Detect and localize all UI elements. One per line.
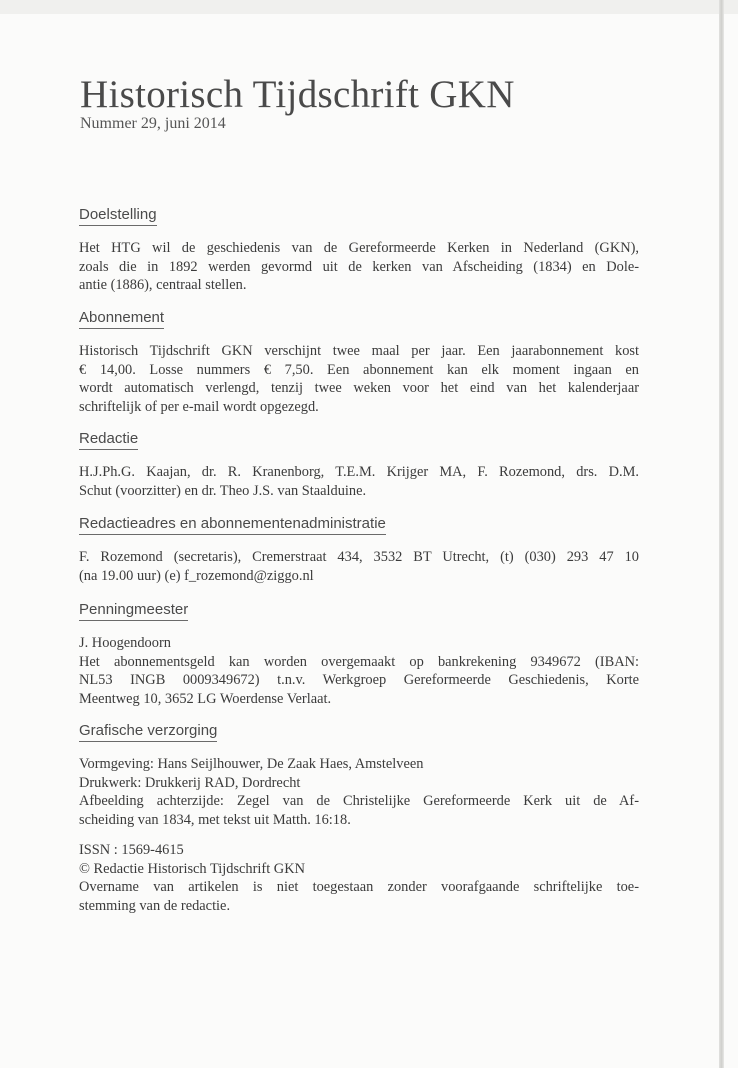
text-line: Het HTG wil de geschiedenis van de Gereformeerde Kerken in Nederland (GKN), (79, 240, 639, 256)
section-redactie (79, 430, 639, 500)
text-line: Drukwerk: Drukkerij RAD, Dordrecht (79, 774, 301, 791)
text-line: Meentweg 10, 3652 LG Woerdense Verlaat. (79, 690, 332, 707)
text-line: stemming van de redactie. (79, 897, 231, 914)
text-line: scheiding van 1834, met tekst uit Matth. 16:18. (79, 811, 351, 828)
text-line: wordt automatisch verlengd, tenzij twee weken voor het eind van het kalenderjaar (79, 380, 639, 396)
text-line: Overname van artikelen is niet toegestaan zonder voorafgaande schriftelijke toe- (79, 879, 639, 895)
section-text (79, 239, 639, 295)
journal-title: Historisch Tijdschrift GKN (80, 73, 515, 116)
copyright: © Redactie Historisch Tijdschrift GKN (79, 860, 305, 877)
text-line: schriftelijk of per e-mail wordt opgezegd. (79, 398, 319, 415)
section-doelstelling (79, 206, 639, 295)
section-text (79, 463, 639, 500)
section-text (79, 548, 639, 585)
text-line: H.J.Ph.G. Kaajan, dr. R. Kranenborg, T.E.M. Krijger MA, F. Rozemond, drs. D.M. (79, 464, 639, 480)
section-heading: Redactie (79, 430, 138, 450)
section-heading: Penningmeester (79, 601, 188, 621)
section-text (79, 634, 639, 708)
colophon (79, 841, 639, 915)
section-grafische-verzorging (79, 722, 639, 829)
section-heading: Abonnement (79, 309, 164, 329)
colophon-text (79, 841, 639, 915)
section-abonnement (79, 309, 639, 416)
text-line: antie (1886), centraal stellen. (79, 277, 247, 293)
section-heading: Redactieadres en abonnementenadministratie (79, 515, 386, 535)
issue-subtitle: Nummer 29, juni 2014 (80, 115, 226, 132)
text-line: Historisch Tijdschrift GKN verschijnt twee maal per jaar. Een jaarabonnement kost (79, 343, 639, 359)
section-penningmeester (79, 601, 639, 708)
section-redactieadres (79, 515, 639, 585)
section-heading: Grafische verzorging (79, 722, 217, 742)
page-top-band (0, 0, 738, 14)
section-text (79, 342, 639, 416)
text-line: Het abonnementsgeld kan worden overgemaakt op bankrekening 9349672 (IBAN: (79, 653, 639, 670)
text-line: F. Rozemond (secretaris), Cremerstraat 434, 3532 BT Utrecht, (t) (030) 293 47 10 (79, 549, 639, 565)
text-line: NL53 INGB 0009349672) t.n.v. Werkgroep Gereformeerde Geschiedenis, Korte (79, 672, 639, 688)
section-heading: Doelstelling (79, 206, 157, 226)
page-edge-shadow (719, 0, 724, 1068)
text-line: (na 19.00 uur) (e) f_rozemond@ziggo.nl (79, 567, 314, 584)
text-line: € 14,00. Losse nummers € 7,50. Een abonnement kan elk moment ingaan en (79, 361, 639, 378)
text-line: Afbeelding achterzijde: Zegel van de Christelijke Gereformeerde Kerk uit de Af- (79, 793, 639, 809)
text-line: Vormgeving: Hans Seijlhouwer, De Zaak Haes, Amstelveen (79, 756, 424, 772)
text-line: Schut (voorzitter) en dr. Theo J.S. van Staalduine. (79, 482, 367, 499)
issn: ISSN : 1569-4615 (79, 842, 184, 858)
text-line: zoals die in 1892 werden gevormd uit de kerken van Afscheiding (1834) en Dole- (79, 258, 639, 275)
text-line: J. Hoogendoorn (79, 635, 171, 651)
section-text (79, 755, 639, 829)
